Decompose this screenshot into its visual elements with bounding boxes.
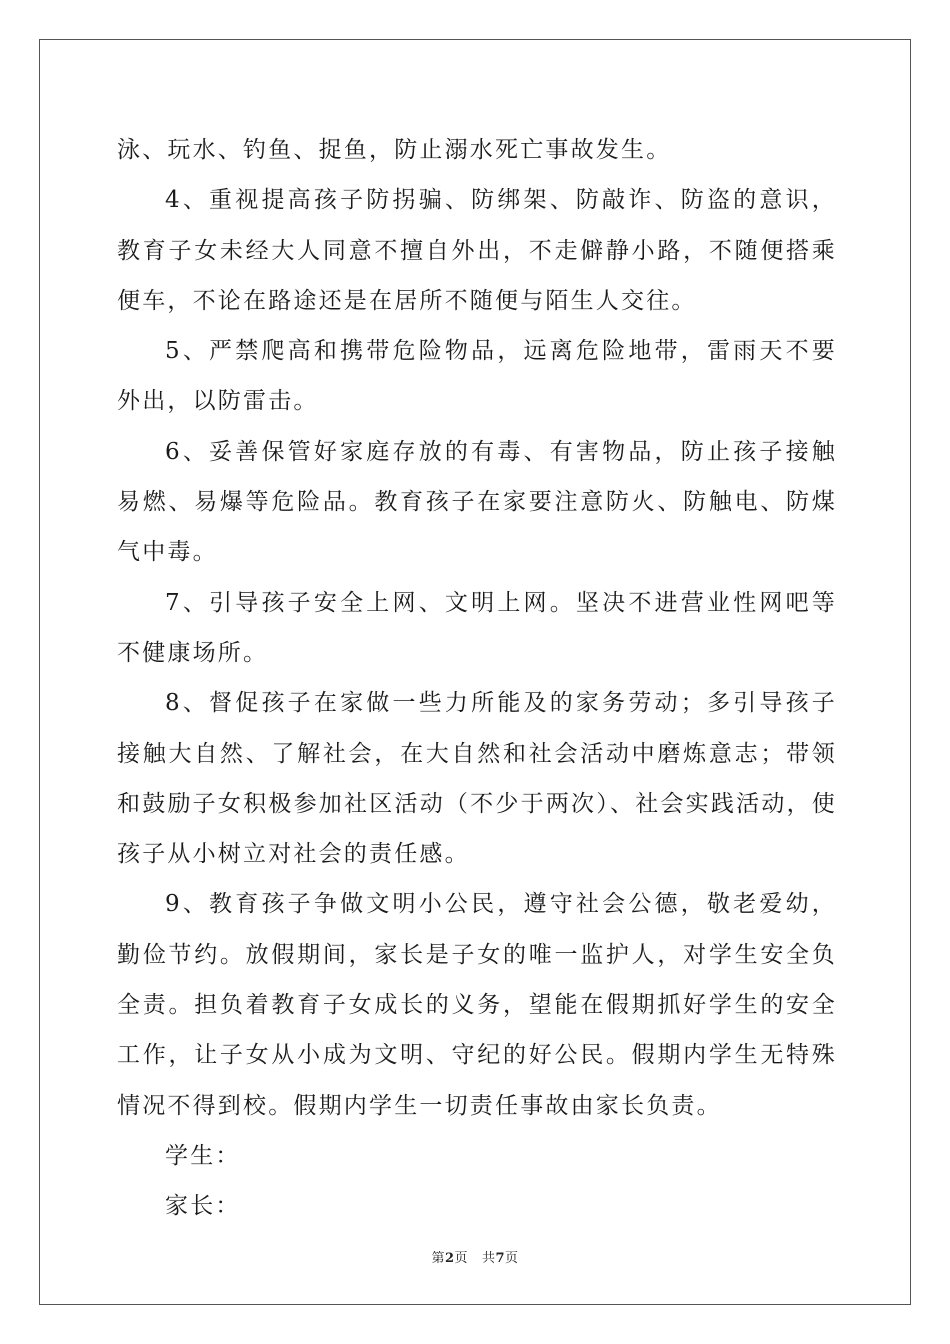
total-pages: 7 bbox=[495, 1251, 506, 1266]
total-prefix: 共 bbox=[481, 1251, 496, 1266]
page-footer bbox=[0, 1247, 950, 1266]
paragraph-item-7: 7、引导孩子安全上网、文明上网。坚决不进营业性网吧等不健康场所。 bbox=[117, 589, 837, 666]
paragraph-item-8: 8、督促孩子在家做一些力所能及的家务劳动；多引导孩子接触大自然、了解社会，在大自然和社会活动中磨炼意志；带领和鼓励子女积极参加社区活动（不少于两次）、社会实践活动，使孩子从小树立对社会的责任感。 bbox=[117, 690, 837, 868]
paragraph-item-5: 5、严禁爬高和携带危险物品，远离危险地带，雷雨天不要外出，以防雷击。 bbox=[117, 338, 837, 415]
parent-signature-label: 家长： bbox=[165, 1193, 241, 1220]
paragraph-item-9: 9、教育孩子争做文明小公民，遵守社会公德，敬老爱幼，勤俭节约。放假期间，家长是子女的唯一监护人，对学生安全负全责。担负着教育子女成长的义务，望能在假期抓好学生的安全工作，让子女从小成为文明、守纪的好公民。假期内学生无特殊情况不得到校。假期内学生一切责任事故由家长负责。 bbox=[117, 891, 837, 1119]
student-signature-label: 学生： bbox=[165, 1142, 241, 1169]
page-prefix: 第 bbox=[431, 1251, 445, 1266]
total-suffix: 页 bbox=[505, 1251, 519, 1266]
document-body bbox=[117, 125, 837, 1232]
page-suffix: 页 bbox=[454, 1251, 469, 1266]
paragraph-item-4: 4、重视提高孩子防拐骗、防绑架、防敲诈、防盗的意识，教育子女未经大人同意不擅自外出，不走僻静小路，不随便搭乘便车，不论在路途还是在居所不随便与陌生人交往。 bbox=[117, 187, 837, 314]
paragraph-item-6: 6、妥善保管好家庭存放的有毒、有害物品，防止孩子接触易燃、易爆等危险品。教育孩子在家要注意防火、防触电、防煤气中毒。 bbox=[117, 438, 837, 566]
page-number: 2 bbox=[444, 1251, 455, 1266]
paragraph-continuation: 泳、玩水、钓鱼、捉鱼，防止溺水死亡事故发生。 bbox=[117, 137, 672, 163]
